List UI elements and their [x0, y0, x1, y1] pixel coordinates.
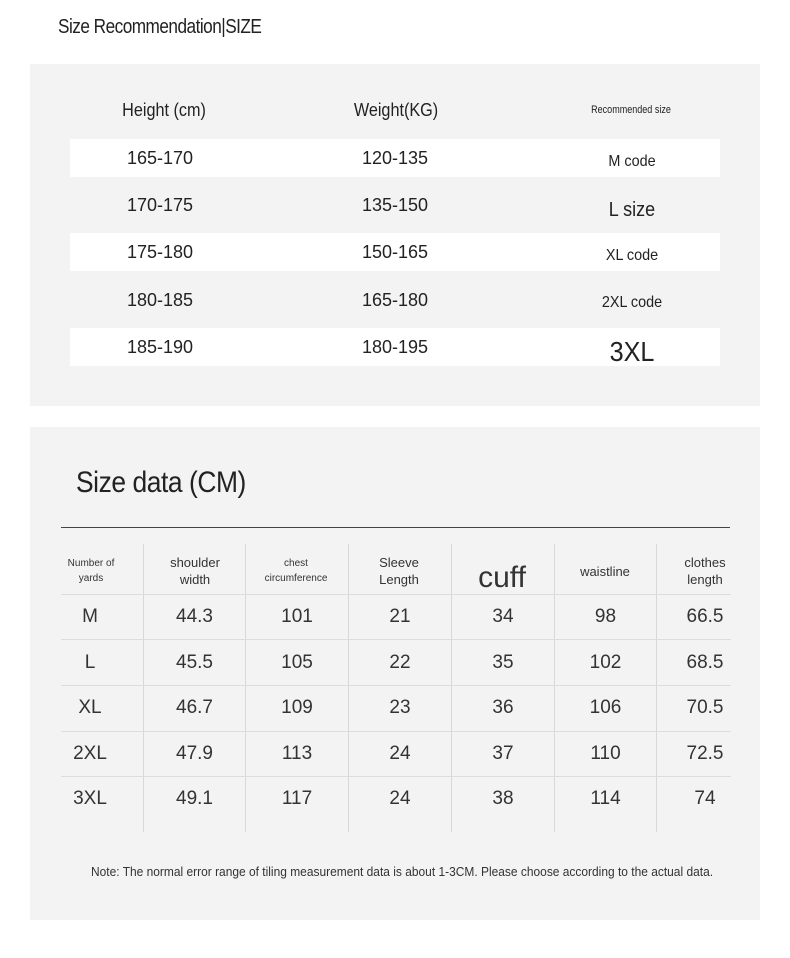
cuff-cell: 38 — [492, 788, 514, 809]
row-divider — [61, 639, 731, 640]
recommendation-row — [70, 328, 720, 366]
size-data-title: Size data (CM) — [76, 466, 246, 499]
cuff-cell: 36 — [492, 697, 514, 718]
size-cell: L — [84, 652, 96, 673]
cuff-cell: 34 — [492, 606, 514, 627]
height-range: 165-170 — [126, 148, 194, 168]
weight-range: 165-180 — [361, 290, 429, 310]
cuff-cell: 35 — [492, 652, 514, 673]
recommendation-row — [70, 281, 720, 319]
waist-cell: 110 — [590, 743, 621, 764]
header-shoulder-width: shoulder width — [170, 555, 220, 587]
weight-range: 180-195 — [361, 337, 429, 357]
recommended-size: 3XL — [609, 336, 655, 367]
shoulder-cell: 46.7 — [176, 697, 213, 718]
chest-cell: 105 — [281, 652, 313, 673]
measurement-note: Note: The normal error range of tiling measurement data is about 1-3CM. Please choose according to the actual data. — [91, 864, 714, 879]
height-range: 175-180 — [126, 242, 194, 262]
sleeve-cell: 23 — [389, 697, 411, 718]
header-recommended-size: Recommended size — [591, 104, 671, 116]
weight-range: 120-135 — [361, 148, 429, 168]
shoulder-cell: 44.3 — [176, 606, 213, 627]
weight-range: 135-150 — [361, 195, 429, 215]
sleeve-cell: 21 — [389, 606, 411, 627]
length-cell: 74 — [694, 788, 716, 809]
chest-cell: 101 — [281, 606, 313, 627]
recommendation-row — [70, 139, 720, 177]
size-cell: 3XL — [73, 788, 107, 809]
recommended-size: XL code — [605, 247, 659, 264]
recommended-size: M code — [608, 153, 656, 170]
size-cell: 2XL — [73, 743, 107, 764]
shoulder-cell: 49.1 — [176, 788, 213, 809]
sleeve-cell: 22 — [389, 652, 411, 673]
header-sleeve-length: Sleeve Length — [379, 555, 419, 587]
header-chest-circumference: chest circumference — [264, 558, 328, 584]
size-cell: M — [82, 606, 98, 627]
header-cuff: cuff — [478, 560, 526, 594]
header-waistline: waistline — [580, 563, 630, 579]
waist-cell: 102 — [589, 652, 622, 673]
header-height: Height (cm) — [122, 100, 206, 120]
chest-cell: 117 — [281, 788, 313, 809]
length-cell: 72.5 — [686, 743, 724, 764]
sleeve-cell: 24 — [389, 743, 411, 764]
sleeve-cell: 24 — [389, 788, 411, 809]
height-range: 180-185 — [126, 290, 194, 310]
page-heading: Size Recommendation|SIZE — [58, 16, 262, 38]
height-range: 170-175 — [126, 195, 194, 215]
waist-cell: 98 — [594, 606, 617, 627]
recommendation-row — [70, 233, 720, 271]
waist-cell: 106 — [589, 697, 622, 718]
chest-cell: 109 — [281, 697, 313, 718]
height-range: 185-190 — [126, 337, 194, 357]
header-weight: Weight(KG) — [353, 100, 439, 120]
header-clothes-length: clothes length — [684, 555, 726, 587]
length-cell: 68.5 — [686, 652, 724, 673]
chest-cell: 113 — [281, 743, 313, 764]
length-cell: 66.5 — [686, 606, 724, 627]
header-number-of-yards: Number of yards — [67, 558, 115, 584]
shoulder-cell: 47.9 — [176, 743, 213, 764]
recommended-size: L size — [608, 199, 656, 221]
size-cell: XL — [78, 697, 102, 718]
recommendation-row — [70, 186, 720, 224]
weight-range: 150-165 — [361, 242, 429, 262]
cuff-cell: 37 — [492, 743, 514, 764]
length-cell: 70.5 — [686, 697, 724, 718]
waist-cell: 114 — [590, 788, 621, 809]
shoulder-cell: 45.5 — [176, 652, 213, 673]
title-divider — [61, 527, 730, 528]
recommended-size: 2XL code — [601, 294, 663, 311]
